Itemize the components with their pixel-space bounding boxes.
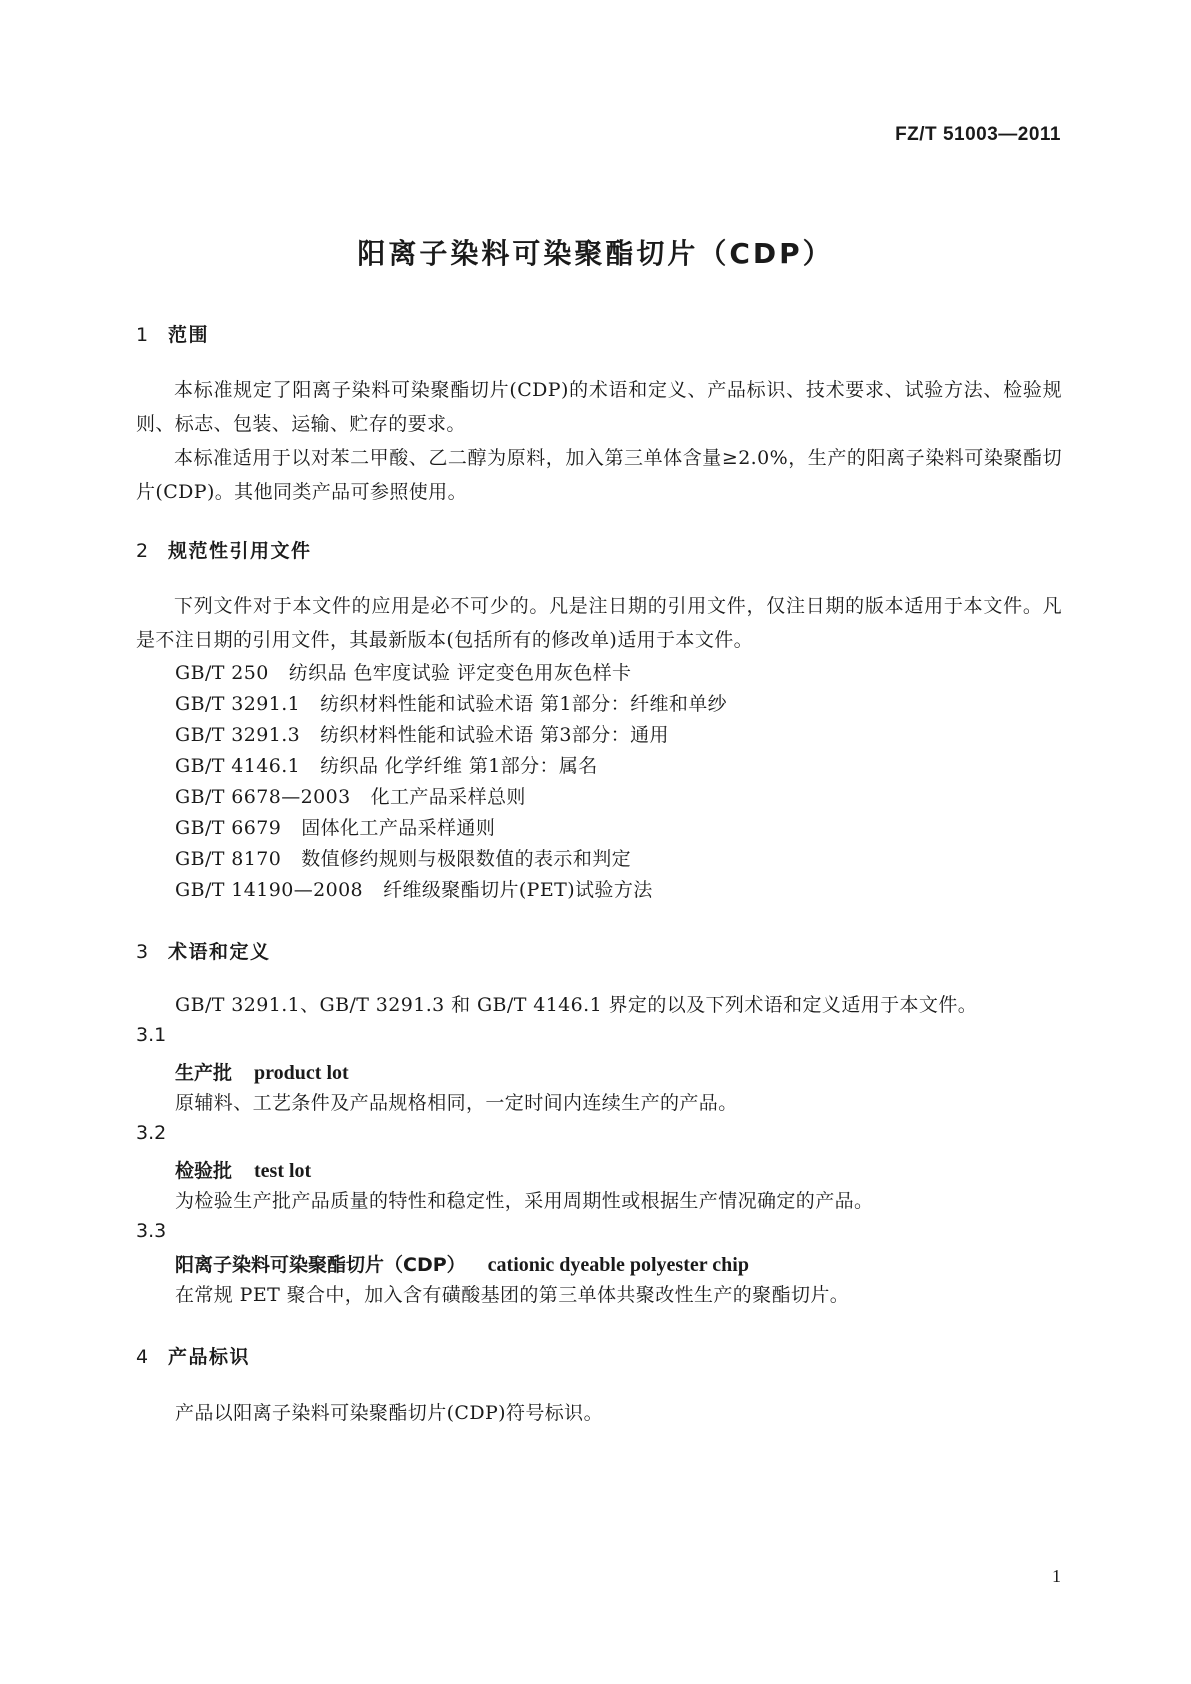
clause-number: 3.1 bbox=[136, 1024, 167, 1046]
section-number: 4 bbox=[136, 1346, 150, 1368]
section-title: 规范性引用文件 bbox=[168, 540, 312, 562]
term-definition: 原辅料、工艺条件及产品规格相同，一定时间内连续生产的产品。 bbox=[175, 1092, 738, 1114]
section-3-intro: GB/T 3291.1、GB/T 3291.3 和 GB/T 4146.1 界定的以及下列术语和定义适用于本文件。 bbox=[175, 994, 978, 1016]
section-number: 2 bbox=[136, 540, 150, 562]
section-title: 术语和定义 bbox=[168, 941, 271, 963]
term-definition: 为检验生产批产品质量的特性和稳定性，采用周期性或根据生产情况确定的产品。 bbox=[175, 1190, 874, 1212]
section-3-heading bbox=[136, 937, 271, 964]
term-heading: 检验批 test lot bbox=[175, 1160, 312, 1182]
document-title: 阳离子染料可染聚酯切片（CDP） bbox=[357, 237, 834, 270]
page-number: 1 bbox=[1052, 1566, 1061, 1586]
section-2-heading bbox=[136, 536, 312, 563]
reference-item: GB/T 4146.1 纺织品 化学纤维 第1部分：属名 bbox=[175, 755, 598, 777]
standard-code: FZ/T 51003—2011 bbox=[895, 124, 1061, 145]
section-2-intro: 下列文件对于本文件的应用是必不可少的。凡是注日期的引用文件，仅注日期的版本适用于本文件。凡是不注日期的引用文件，其最新版本(包括所有的修改单)适用于本文件。 bbox=[136, 595, 1062, 651]
section-title: 产品标识 bbox=[168, 1346, 251, 1368]
section-1-heading bbox=[136, 320, 209, 347]
term-definition: 在常规 PET 聚合中，加入含有磺酸基团的第三单体共聚改性生产的聚酯切片。 bbox=[175, 1284, 850, 1306]
section-number: 3 bbox=[136, 941, 150, 963]
section-title: 范围 bbox=[168, 324, 210, 346]
reference-item: GB/T 6679 固体化工产品采样通则 bbox=[175, 817, 496, 839]
term-heading: 阳离子染料可染聚酯切片（CDP） cationic dyeable polyester chip bbox=[175, 1254, 749, 1276]
section-number: 1 bbox=[136, 324, 150, 346]
reference-item: GB/T 6678—2003 化工产品采样总则 bbox=[175, 786, 526, 808]
section-1-paragraph-2: 本标准适用于以对苯二甲酸、乙二醇为原料，加入第三单体含量≥2.0%，生产的阳离子染料可染聚酯切片(CDP)。其他同类产品可参照使用。 bbox=[136, 447, 1062, 503]
reference-item: GB/T 3291.3 纺织材料性能和试验术语 第3部分：通用 bbox=[175, 724, 669, 746]
term-heading: 生产批 product lot bbox=[175, 1062, 349, 1084]
reference-item: GB/T 14190—2008 纤维级聚酯切片(PET)试验方法 bbox=[175, 879, 653, 901]
reference-item: GB/T 250 纺织品 色牢度试验 评定变色用灰色样卡 bbox=[175, 662, 632, 684]
section-4-paragraph: 产品以阳离子染料可染聚酯切片(CDP)符号标识。 bbox=[175, 1402, 603, 1424]
reference-item: GB/T 3291.1 纺织材料性能和试验术语 第1部分：纤维和单纱 bbox=[175, 693, 728, 715]
clause-number: 3.3 bbox=[136, 1220, 167, 1242]
section-1-paragraph-1: 本标准规定了阳离子染料可染聚酯切片(CDP)的术语和定义、产品标识、技术要求、试验方法、检验规则、标志、包装、运输、贮存的要求。 bbox=[136, 379, 1062, 435]
reference-item: GB/T 8170 数值修约规则与极限数值的表示和判定 bbox=[175, 848, 632, 870]
clause-number: 3.2 bbox=[136, 1122, 167, 1144]
section-4-heading bbox=[136, 1342, 250, 1369]
